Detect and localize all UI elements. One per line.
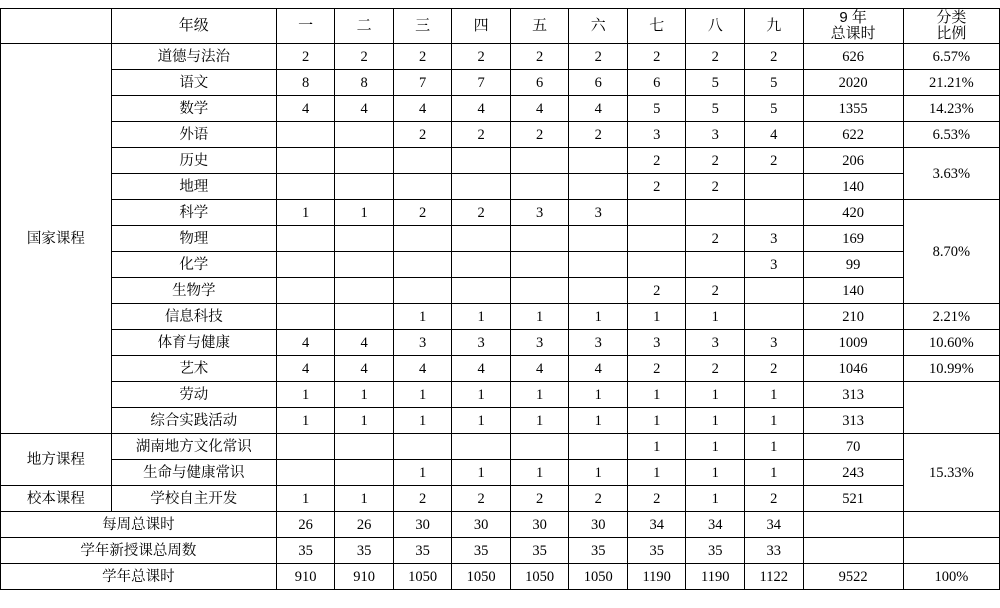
header-grade-6: 六	[569, 9, 628, 44]
header-total-hours-line1: 9 年	[839, 9, 867, 26]
hours-cell: 4	[510, 356, 569, 382]
ratio-cell: 6.57%	[903, 44, 999, 70]
subject-name: 地理	[111, 174, 276, 200]
subject-name: 科学	[111, 200, 276, 226]
hours-cell: 2	[569, 486, 628, 512]
header-category-cell	[1, 9, 112, 44]
hours-cell	[686, 200, 745, 226]
summary-cell: 34	[744, 512, 803, 538]
hours-cell	[569, 226, 628, 252]
hours-cell: 5	[744, 96, 803, 122]
hours-cell: 6	[627, 70, 686, 96]
hours-cell: 4	[510, 96, 569, 122]
hours-cell: 3	[627, 330, 686, 356]
hours-cell: 2	[686, 356, 745, 382]
hours-cell: 1	[335, 408, 394, 434]
summary-row-yearly-total	[1, 564, 1000, 590]
summary-cell: 1122	[744, 564, 803, 590]
summary-cell: 910	[276, 564, 335, 590]
hours-cell: 3	[569, 330, 628, 356]
hours-cell: 1	[627, 408, 686, 434]
total-hours-cell: 1355	[803, 96, 903, 122]
hours-cell: 5	[744, 70, 803, 96]
hours-cell	[452, 226, 511, 252]
hours-cell: 4	[744, 122, 803, 148]
hours-cell	[393, 148, 452, 174]
table-row	[1, 96, 1000, 122]
ratio-cell: 15.33%	[903, 434, 999, 512]
header-ratio-line2: 比例	[936, 25, 967, 42]
table-row	[1, 356, 1000, 382]
hours-cell: 2	[510, 122, 569, 148]
hours-cell: 2	[393, 486, 452, 512]
hours-cell: 7	[452, 70, 511, 96]
hours-cell: 2	[335, 44, 394, 70]
total-hours-cell: 313	[803, 408, 903, 434]
hours-cell: 2	[686, 278, 745, 304]
summary-ratio-cell	[903, 512, 999, 538]
hours-cell: 2	[744, 356, 803, 382]
hours-cell: 4	[276, 356, 335, 382]
hours-cell: 5	[686, 70, 745, 96]
summary-label: 学年总课时	[1, 564, 277, 590]
table-row	[1, 122, 1000, 148]
hours-cell: 2	[627, 174, 686, 200]
header-grade-7: 七	[627, 9, 686, 44]
hours-cell	[452, 252, 511, 278]
total-hours-cell: 140	[803, 174, 903, 200]
total-hours-cell: 626	[803, 44, 903, 70]
hours-cell: 1	[686, 382, 745, 408]
summary-cell: 35	[686, 538, 745, 564]
hours-cell: 2	[686, 174, 745, 200]
hours-cell: 1	[686, 408, 745, 434]
hours-cell	[335, 434, 394, 460]
hours-cell	[276, 148, 335, 174]
hours-cell: 3	[393, 330, 452, 356]
hours-cell: 2	[393, 122, 452, 148]
hours-cell: 2	[627, 148, 686, 174]
hours-cell: 1	[393, 304, 452, 330]
hours-cell: 1	[569, 460, 628, 486]
table-row	[1, 434, 1000, 460]
hours-cell: 3	[686, 330, 745, 356]
hours-cell	[276, 304, 335, 330]
table-row	[1, 174, 1000, 200]
hours-cell: 2	[452, 200, 511, 226]
hours-cell	[335, 148, 394, 174]
summary-cell: 35	[335, 538, 394, 564]
hours-cell: 1	[744, 382, 803, 408]
hours-cell: 8	[335, 70, 394, 96]
summary-cell: 30	[510, 512, 569, 538]
header-grade-2: 二	[335, 9, 394, 44]
hours-cell: 8	[276, 70, 335, 96]
hours-cell: 3	[569, 200, 628, 226]
hours-cell: 1	[744, 434, 803, 460]
hours-cell	[627, 226, 686, 252]
ratio-cell: 10.60%	[903, 330, 999, 356]
hours-cell	[335, 122, 394, 148]
header-ratio-line1: 分类	[936, 9, 967, 26]
hours-cell: 1	[393, 382, 452, 408]
hours-cell: 2	[744, 44, 803, 70]
hours-cell: 3	[510, 200, 569, 226]
total-hours-cell: 206	[803, 148, 903, 174]
subject-name: 外语	[111, 122, 276, 148]
hours-cell: 1	[569, 304, 628, 330]
hours-cell	[569, 252, 628, 278]
header-subject-cell: 年级	[111, 9, 276, 44]
hours-cell	[510, 278, 569, 304]
subject-name: 语文	[111, 70, 276, 96]
hours-cell: 1	[276, 408, 335, 434]
table-header-row	[1, 9, 1000, 44]
category-local: 地方课程	[1, 434, 112, 486]
summary-label: 学年新授课总周数	[1, 538, 277, 564]
hours-cell	[335, 278, 394, 304]
total-hours-cell: 1046	[803, 356, 903, 382]
summary-row-teaching-weeks	[1, 538, 1000, 564]
hours-cell: 1	[452, 304, 511, 330]
table-row	[1, 408, 1000, 434]
summary-cell: 35	[393, 538, 452, 564]
ratio-cell: 10.99%	[903, 356, 999, 382]
ratio-cell	[903, 382, 999, 434]
hours-cell: 1	[627, 434, 686, 460]
category-national: 国家课程	[1, 44, 112, 434]
hours-cell: 1	[627, 304, 686, 330]
hours-cell: 1	[569, 408, 628, 434]
category-school: 校本课程	[1, 486, 112, 512]
hours-cell	[393, 278, 452, 304]
header-grade-9: 九	[744, 9, 803, 44]
hours-cell	[335, 304, 394, 330]
hours-cell: 1	[276, 200, 335, 226]
table-row	[1, 460, 1000, 486]
hours-cell: 2	[569, 122, 628, 148]
hours-cell	[335, 252, 394, 278]
summary-cell: 26	[276, 512, 335, 538]
total-hours-cell: 521	[803, 486, 903, 512]
hours-cell: 2	[686, 44, 745, 70]
hours-cell: 1	[510, 460, 569, 486]
hours-cell: 1	[393, 460, 452, 486]
subject-name: 化学	[111, 252, 276, 278]
subject-name: 劳动	[111, 382, 276, 408]
summary-total-cell	[803, 512, 903, 538]
hours-cell: 1	[510, 408, 569, 434]
subject-name: 道德与法治	[111, 44, 276, 70]
hours-cell: 4	[335, 330, 394, 356]
summary-cell: 26	[335, 512, 394, 538]
hours-cell: 2	[393, 200, 452, 226]
hours-cell: 3	[744, 252, 803, 278]
hours-cell: 1	[744, 408, 803, 434]
hours-cell: 1	[393, 408, 452, 434]
hours-cell: 2	[452, 122, 511, 148]
hours-cell: 3	[686, 122, 745, 148]
hours-cell: 1	[686, 486, 745, 512]
table-row	[1, 148, 1000, 174]
hours-cell	[452, 434, 511, 460]
table-row	[1, 252, 1000, 278]
summary-cell: 34	[686, 512, 745, 538]
subject-name: 信息科技	[111, 304, 276, 330]
summary-cell: 1050	[569, 564, 628, 590]
hours-cell: 3	[744, 226, 803, 252]
hours-cell: 1	[276, 382, 335, 408]
summary-row-weekly-total	[1, 512, 1000, 538]
hours-cell: 2	[569, 44, 628, 70]
hours-cell: 5	[627, 96, 686, 122]
header-total-hours	[803, 9, 903, 44]
hours-cell	[276, 122, 335, 148]
hours-cell: 1	[335, 382, 394, 408]
summary-total-cell	[803, 538, 903, 564]
header-grade-1: 一	[276, 9, 335, 44]
subject-name: 生物学	[111, 278, 276, 304]
header-grade-5: 五	[510, 9, 569, 44]
table-row	[1, 304, 1000, 330]
hours-cell	[510, 252, 569, 278]
summary-cell: 35	[569, 538, 628, 564]
total-hours-cell: 169	[803, 226, 903, 252]
hours-cell: 1	[452, 382, 511, 408]
hours-cell	[510, 226, 569, 252]
hours-cell: 4	[569, 356, 628, 382]
hours-cell	[335, 226, 394, 252]
hours-cell: 4	[393, 356, 452, 382]
total-hours-cell: 70	[803, 434, 903, 460]
hours-cell: 1	[335, 200, 394, 226]
hours-cell: 1	[569, 382, 628, 408]
hours-cell	[393, 226, 452, 252]
header-ratio	[903, 9, 999, 44]
hours-cell: 2	[686, 148, 745, 174]
hours-cell: 4	[335, 96, 394, 122]
ratio-cell: 8.70%	[903, 200, 999, 304]
hours-cell: 6	[510, 70, 569, 96]
summary-cell: 35	[452, 538, 511, 564]
hours-cell	[335, 460, 394, 486]
total-hours-cell: 1009	[803, 330, 903, 356]
summary-ratio-cell: 100%	[903, 564, 999, 590]
hours-cell	[276, 460, 335, 486]
hours-cell	[569, 278, 628, 304]
summary-total-cell: 9522	[803, 564, 903, 590]
hours-cell: 3	[452, 330, 511, 356]
hours-cell: 1	[510, 304, 569, 330]
summary-cell: 1050	[510, 564, 569, 590]
subject-name: 学校自主开发	[111, 486, 276, 512]
hours-cell: 4	[335, 356, 394, 382]
hours-cell: 3	[744, 330, 803, 356]
header-grade-4: 四	[452, 9, 511, 44]
hours-cell	[393, 174, 452, 200]
hours-cell	[276, 434, 335, 460]
hours-cell	[276, 226, 335, 252]
hours-cell: 4	[276, 96, 335, 122]
summary-cell: 35	[627, 538, 686, 564]
hours-cell: 1	[276, 486, 335, 512]
hours-cell: 4	[452, 356, 511, 382]
subject-name: 生命与健康常识	[111, 460, 276, 486]
hours-cell	[569, 174, 628, 200]
hours-cell: 4	[569, 96, 628, 122]
hours-cell	[744, 304, 803, 330]
total-hours-cell: 420	[803, 200, 903, 226]
hours-cell: 2	[452, 486, 511, 512]
total-hours-cell: 313	[803, 382, 903, 408]
table-row	[1, 200, 1000, 226]
hours-cell: 1	[510, 382, 569, 408]
ratio-cell: 21.21%	[903, 70, 999, 96]
table-row	[1, 278, 1000, 304]
hours-cell	[510, 174, 569, 200]
hours-cell	[627, 252, 686, 278]
summary-cell: 34	[627, 512, 686, 538]
summary-cell: 30	[569, 512, 628, 538]
total-hours-cell: 210	[803, 304, 903, 330]
hours-cell	[393, 252, 452, 278]
hours-cell	[569, 148, 628, 174]
hours-cell: 2	[627, 278, 686, 304]
hours-cell: 2	[627, 356, 686, 382]
total-hours-cell: 140	[803, 278, 903, 304]
hours-cell	[276, 174, 335, 200]
hours-cell	[335, 174, 394, 200]
hours-cell: 1	[627, 382, 686, 408]
total-hours-cell: 99	[803, 252, 903, 278]
summary-cell: 30	[393, 512, 452, 538]
hours-cell: 4	[276, 330, 335, 356]
summary-cell: 35	[510, 538, 569, 564]
hours-cell	[744, 174, 803, 200]
summary-cell: 1190	[686, 564, 745, 590]
subject-name: 体育与健康	[111, 330, 276, 356]
hours-cell: 2	[452, 44, 511, 70]
subject-name: 物理	[111, 226, 276, 252]
hours-cell: 2	[510, 44, 569, 70]
summary-label: 每周总课时	[1, 512, 277, 538]
hours-cell: 6	[569, 70, 628, 96]
hours-cell	[276, 278, 335, 304]
summary-cell: 35	[276, 538, 335, 564]
hours-cell: 1	[335, 486, 394, 512]
hours-cell	[686, 252, 745, 278]
total-hours-cell: 622	[803, 122, 903, 148]
subject-name: 综合实践活动	[111, 408, 276, 434]
hours-cell	[627, 200, 686, 226]
hours-cell: 1	[686, 434, 745, 460]
hours-cell: 3	[627, 122, 686, 148]
hours-cell: 2	[627, 44, 686, 70]
header-grade-8: 八	[686, 9, 745, 44]
header-grade-3: 三	[393, 9, 452, 44]
hours-cell: 1	[452, 460, 511, 486]
hours-cell: 1	[627, 460, 686, 486]
hours-cell: 2	[510, 486, 569, 512]
table-row	[1, 486, 1000, 512]
header-total-hours-line2: 总课时	[830, 25, 876, 42]
total-hours-cell: 2020	[803, 70, 903, 96]
hours-cell	[744, 200, 803, 226]
hours-cell: 1	[686, 304, 745, 330]
hours-cell: 1	[744, 460, 803, 486]
hours-cell: 4	[452, 96, 511, 122]
ratio-cell: 6.53%	[903, 122, 999, 148]
subject-name: 数学	[111, 96, 276, 122]
hours-cell: 2	[744, 486, 803, 512]
ratio-cell: 2.21%	[903, 304, 999, 330]
hours-cell: 4	[393, 96, 452, 122]
summary-cell: 33	[744, 538, 803, 564]
hours-cell: 2	[393, 44, 452, 70]
hours-cell	[393, 434, 452, 460]
hours-cell	[569, 434, 628, 460]
table-row	[1, 70, 1000, 96]
table-row	[1, 226, 1000, 252]
hours-cell: 2	[627, 486, 686, 512]
summary-cell: 1190	[627, 564, 686, 590]
hours-cell: 1	[686, 460, 745, 486]
hours-cell: 2	[276, 44, 335, 70]
hours-cell: 2	[744, 148, 803, 174]
hours-cell: 3	[510, 330, 569, 356]
subject-name: 湖南地方文化常识	[111, 434, 276, 460]
hours-cell: 5	[686, 96, 745, 122]
ratio-cell: 3.63%	[903, 148, 999, 200]
hours-cell	[452, 174, 511, 200]
hours-cell	[744, 278, 803, 304]
table-row	[1, 44, 1000, 70]
total-hours-cell: 243	[803, 460, 903, 486]
ratio-cell: 14.23%	[903, 96, 999, 122]
hours-cell	[510, 148, 569, 174]
summary-cell: 910	[335, 564, 394, 590]
table-row	[1, 330, 1000, 356]
course-hours-table	[0, 8, 1000, 590]
hours-cell: 1	[452, 408, 511, 434]
hours-cell	[510, 434, 569, 460]
table-row	[1, 382, 1000, 408]
hours-cell: 7	[393, 70, 452, 96]
summary-cell: 1050	[452, 564, 511, 590]
summary-cell: 1050	[393, 564, 452, 590]
subject-name: 艺术	[111, 356, 276, 382]
hours-cell	[452, 148, 511, 174]
hours-cell	[276, 252, 335, 278]
hours-cell	[452, 278, 511, 304]
summary-ratio-cell	[903, 538, 999, 564]
hours-cell: 2	[686, 226, 745, 252]
document-title	[0, 0, 1000, 8]
subject-name: 历史	[111, 148, 276, 174]
summary-cell: 30	[452, 512, 511, 538]
